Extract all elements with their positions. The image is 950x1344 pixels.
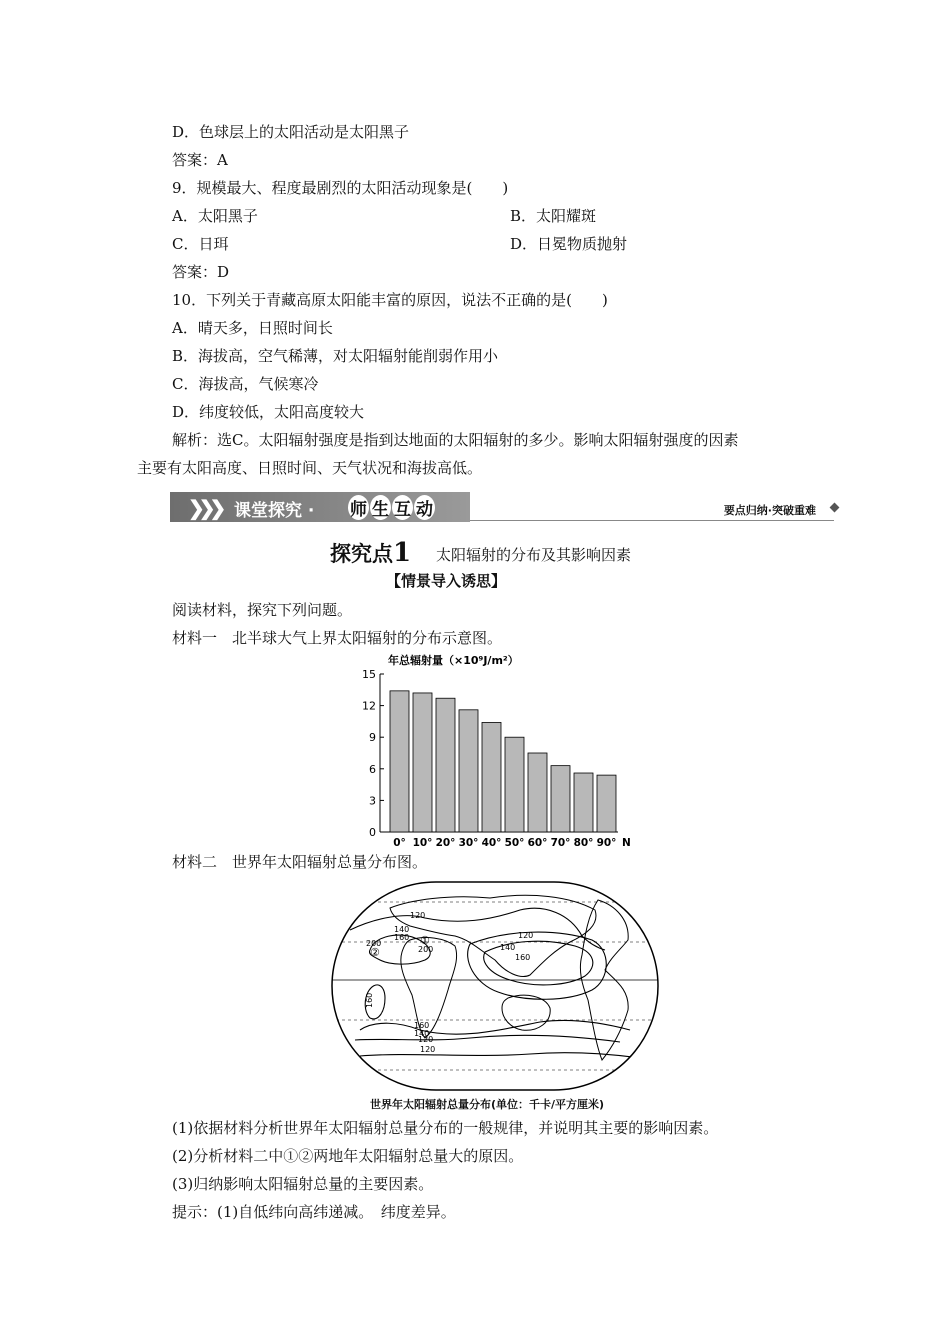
map-label: 120 [418,1035,434,1044]
section-subtitle: 太阳辐射的分布及其影响因素 [436,546,632,564]
question-part-1: (1)依据材料分析世界年太阳辐射总量分布的一般规律，并说明其主要的影响因素。 [172,1119,719,1137]
section-title: 探究点1 [330,538,412,568]
map-marker-2: ② [370,946,380,959]
bar-6 [528,753,547,832]
option-d-q8: D．色球层上的太阳活动是太阳黑子 [172,123,410,141]
banner-right-text: 师 生 互 动 [348,495,436,520]
map-label: 120 [518,931,534,940]
analysis-line-2: 主要有太阳高度、日照时间、天气状况和海拔高低。 [137,459,483,477]
material-two-label: 材料二 世界年太阳辐射总量分布图。 [172,853,428,871]
world-radiation-map [330,880,660,1092]
banner-tag: 要点归纳·突破重难 [723,504,816,517]
body-intro: 阅读材料，探究下列问题。 [172,601,353,619]
map-label: 160 [515,953,531,962]
y-tick-label: 9 [369,731,376,745]
map-label: 140 [500,943,516,952]
chevron-icon: ❯❯❯ [188,496,221,520]
y-tick-label: 0 [369,826,376,839]
option-a-q10: A．晴天多，日照时间长 [172,319,333,337]
diamond-icon [830,503,840,513]
bar-2 [436,698,455,832]
banner-left-text: 课堂探究 · [234,501,315,521]
chart-ylabel: 年总辐射量（×10⁹J/m²） [388,654,519,667]
x-tick-label: 50° [504,837,525,849]
analysis-line-1: 解析：选C。太阳辐射强度是指到达地面的太阳辐射的多少。影响太阳辐射强度的因素 [172,431,739,449]
map-label: 200 [418,945,434,954]
map-label: 140 [394,925,410,934]
map-label: 160 [394,933,410,942]
map-marker-1: ① [420,934,430,947]
map-label: 200 [366,939,382,948]
question-part-2: (2)分析材料二中①②两地年太阳辐射总量大的原因。 [172,1147,524,1165]
map-label: 160 [414,1021,430,1030]
map-label: 140 [414,1029,430,1038]
bar-5 [505,737,524,832]
section-banner [170,492,838,522]
answer-q8: 答案：A [172,151,228,169]
bar-3 [459,710,478,832]
x-tick-label: 70° [550,837,571,849]
bar-9 [597,775,616,832]
x-tick-label: 80° [573,837,594,849]
y-tick-label: 12 [362,699,376,713]
bar-8 [574,773,593,832]
option-c-q9: C．日珥 [172,235,229,253]
section-heading: 【情景导入诱思】 [386,572,507,590]
option-b-q9: B．太阳耀斑 [510,207,597,225]
bar-0 [390,691,409,832]
map-label: 120 [420,1045,436,1054]
question-10: 10．下列关于青藏高原太阳能丰富的原因，说法不正确的是( ) [172,291,608,309]
x-tick-label: 0° [393,837,406,849]
question-9: 9．规模最大、程度最剧烈的太阳活动现象是( ) [172,179,509,197]
option-d-q9: D．日冕物质抛射 [510,235,628,253]
y-tick-label: 15 [362,668,376,681]
option-c-q10: C．海拔高，气候寒冷 [172,375,319,393]
question-part-3: (3)归纳影响太阳辐射总量的主要因素。 [172,1175,434,1193]
map-label: 120 [410,911,426,920]
bar-chart [350,652,640,852]
option-a-q9: A．太阳黑子 [172,207,258,225]
material-one-label: 材料一 北半球大气上界太阳辐射的分布示意图。 [172,629,503,647]
x-tick-label: 30° [458,837,479,849]
bar-4 [482,722,501,832]
map-label: 160 [365,992,374,1008]
x-tick-label: 20° [435,837,456,849]
x-tick-label: 60° [527,837,548,849]
x-tick-label: 40° [481,837,502,849]
answer-q9: 答案：D [172,263,230,281]
x-tick-label: 10° [412,837,433,849]
bar-7 [551,766,570,832]
hint-line: 提示：(1)自低纬向高纬递减。 纬度差异。 [172,1203,456,1221]
y-tick-label: 6 [369,762,376,776]
bar-1 [413,693,432,832]
map-caption: 世界年太阳辐射总量分布(单位：千卡/平方厘米) [370,1098,605,1111]
x-tick-label: 90° [596,837,617,849]
option-b-q10: B．海拔高，空气稀薄，对太阳辐射能削弱作用小 [172,347,499,365]
x-unit-label: N [622,837,631,849]
banner-rule [470,520,834,521]
y-tick-label: 3 [369,794,376,808]
option-d-q10: D．纬度较低，太阳高度较大 [172,403,365,421]
